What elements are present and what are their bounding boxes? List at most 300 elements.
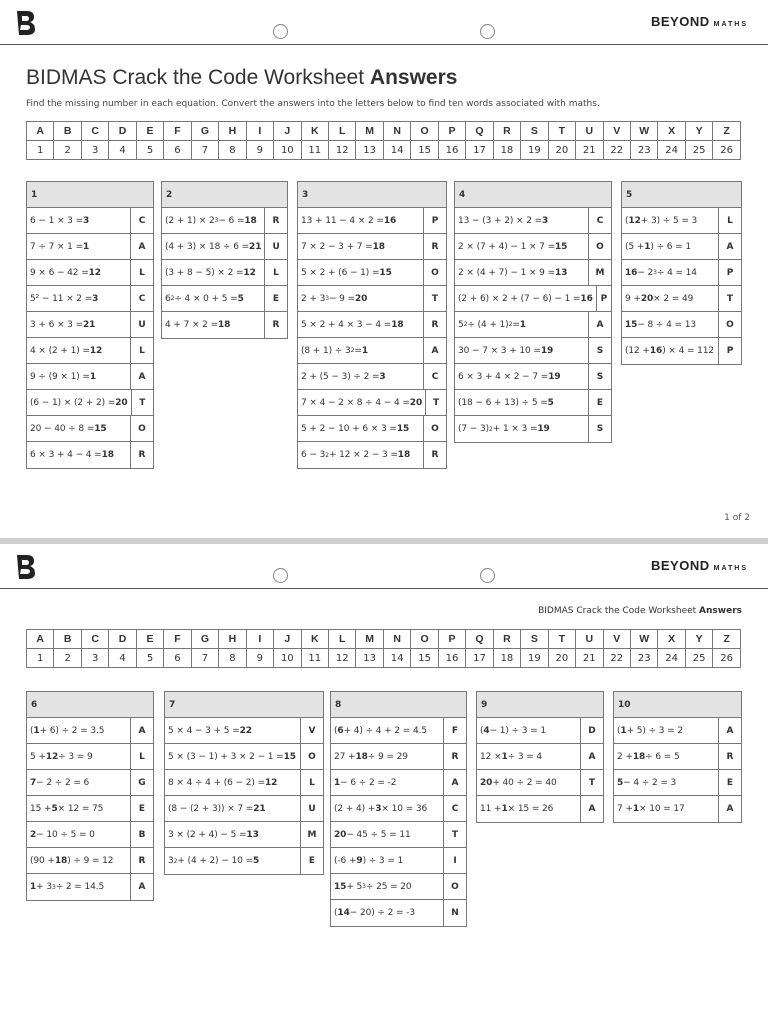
answer-letter: E xyxy=(300,848,323,874)
answer-letter: R xyxy=(443,744,466,769)
binder-hole-icon xyxy=(480,24,495,39)
code-number-cell: 15 xyxy=(411,141,438,160)
equation-row xyxy=(27,874,153,900)
answer-letter: V xyxy=(300,718,323,743)
equation-row xyxy=(27,364,153,390)
code-number-cell: 10 xyxy=(274,649,301,668)
answer-letter: I xyxy=(443,848,466,873)
code-letter-cell: P xyxy=(438,122,465,141)
equation-row xyxy=(298,442,446,468)
header-divider xyxy=(0,44,768,45)
code-number-cell: 12 xyxy=(328,649,355,668)
equation-text: 2 − 10 ÷ 5 = 0 xyxy=(30,829,95,840)
equation-text: 5 + 12 ÷ 3 = 9 xyxy=(30,751,93,762)
equation-row xyxy=(162,260,287,286)
equation-row xyxy=(622,234,741,260)
code-letter-cell: Y xyxy=(685,630,712,649)
equation-text: 1 − 6 ÷ 2 = -2 xyxy=(334,777,397,788)
equation-row xyxy=(165,718,323,744)
equation-text: (2 + 4) + 3 × 10 = 36 xyxy=(334,803,428,814)
equation-text: 13 − (3 + 2) × 2 = 3 xyxy=(458,215,549,226)
equation-row xyxy=(298,286,446,312)
code-key-table xyxy=(26,121,741,160)
equation-row xyxy=(27,208,153,234)
code-letter-cell: M xyxy=(356,630,383,649)
equation-row xyxy=(162,234,287,260)
code-number-cell: 12 xyxy=(328,141,355,160)
answer-letter: L xyxy=(130,338,153,363)
code-number-cell: 5 xyxy=(136,141,163,160)
equation-row xyxy=(477,718,603,744)
equation-row xyxy=(298,312,446,338)
page-subtitle: BIDMAS Crack the Code Worksheet Answers xyxy=(538,606,742,616)
answer-letter: O xyxy=(300,744,323,769)
block-number: 9 xyxy=(477,692,603,718)
answer-letter: R xyxy=(423,442,446,468)
code-letter-cell: A xyxy=(27,122,54,141)
equation-row xyxy=(298,416,446,442)
equation-row xyxy=(614,718,741,744)
code-number-cell: 16 xyxy=(438,141,465,160)
answer-letter: P xyxy=(596,286,611,311)
code-number-cell: 13 xyxy=(356,141,383,160)
code-letter-cell: B xyxy=(54,122,81,141)
equation-row xyxy=(27,442,153,468)
answer-letter: L xyxy=(264,260,287,285)
equation-row xyxy=(331,718,466,744)
equation-row xyxy=(614,796,741,822)
equation-text: 15 + 5 3 ÷ 25 = 20 xyxy=(334,881,412,892)
equation-text: 1 + 3 3 ÷ 2 = 14.5 xyxy=(30,882,105,892)
code-letter-cell: R xyxy=(493,122,520,141)
equation-row xyxy=(27,260,153,286)
code-letter-cell: K xyxy=(301,122,328,141)
code-number-cell: 22 xyxy=(603,649,630,668)
code-letter-cell: W xyxy=(630,122,657,141)
equation-text: 7 × 2 − 3 + 7 = 18 xyxy=(301,241,385,252)
binder-hole-icon xyxy=(273,568,288,583)
equation-row xyxy=(614,770,741,796)
equation-row xyxy=(455,260,611,286)
code-letter-cell: N xyxy=(383,122,410,141)
equation-text: 20 − 40 ÷ 8 = 15 xyxy=(30,423,107,434)
code-number-cell: 7 xyxy=(191,141,218,160)
brand-logo-text: BEYOND MATHS xyxy=(651,558,748,573)
equation-row xyxy=(622,286,741,312)
code-letter-cell: T xyxy=(548,122,575,141)
code-letter-cell: Q xyxy=(466,122,493,141)
equation-text: 6 × 3 + 4 − 4 = 18 xyxy=(30,450,114,460)
code-number-cell: 2 xyxy=(54,141,81,160)
answer-letter: U xyxy=(300,796,323,821)
answer-letter: U xyxy=(130,312,153,337)
equation-text: 5 × (3 − 1) + 3 × 2 − 1 = 15 xyxy=(168,751,296,762)
equation-text: 5 2 ÷ (4 + 1) 2 = 1 xyxy=(458,319,526,330)
equation-text: 5 × 2 + 4 × 3 − 4 = 18 xyxy=(301,319,404,330)
answer-letter: A xyxy=(130,718,153,743)
equation-text: 27 + 18 ÷ 9 = 29 xyxy=(334,751,408,762)
code-number-cell: 23 xyxy=(630,649,657,668)
code-number-cell: 20 xyxy=(548,141,575,160)
code-letter-cell: Y xyxy=(685,122,712,141)
block-number: 3 xyxy=(298,182,446,208)
answer-letter: P xyxy=(718,260,741,285)
equation-text: (8 − (2 + 3)) × 7 = 21 xyxy=(168,803,266,814)
equation-text: ( 1 + 6) ÷ 2 = 3.5 xyxy=(30,725,105,736)
answer-letter: T xyxy=(443,822,466,847)
equation-text: 9 × 6 − 42 = 12 xyxy=(30,267,101,278)
equation-text: 5 + 2 − 10 + 6 × 3 = 15 xyxy=(301,423,410,434)
code-letter-cell: T xyxy=(548,630,575,649)
block-number: 4 xyxy=(455,182,611,208)
code-number-cell: 18 xyxy=(493,141,520,160)
block-number: 6 xyxy=(27,692,153,718)
answer-letter: C xyxy=(588,208,611,233)
code-number-cell: 14 xyxy=(383,649,410,668)
code-letter-cell: L xyxy=(328,122,355,141)
code-letter-cell: I xyxy=(246,630,273,649)
equation-text: 5 − 4 ÷ 2 = 3 xyxy=(617,777,677,788)
code-letter-cell: P xyxy=(438,630,465,649)
code-number-cell: 23 xyxy=(630,141,657,160)
equation-text: 2 + 18 ÷ 6 = 5 xyxy=(617,751,680,762)
page-title: BIDMAS Crack the Code Worksheet Answers xyxy=(26,66,458,89)
answer-letter: O xyxy=(423,416,446,441)
answer-letter: T xyxy=(580,770,603,795)
equation-text: (7 − 3) 2 + 1 × 3 = 19 xyxy=(458,424,550,434)
answer-letter: S xyxy=(588,364,611,389)
equation-text: 6 × 3 + 4 × 2 − 7 = 19 xyxy=(458,371,561,382)
equation-row xyxy=(477,770,603,796)
equation-text: 5 × 2 + (6 − 1) = 15 xyxy=(301,267,392,278)
code-number-cell: 25 xyxy=(685,141,712,160)
code-number-cell: 4 xyxy=(109,649,136,668)
code-letter-cell: K xyxy=(301,630,328,649)
equation-row xyxy=(27,390,153,416)
code-number-cell: 26 xyxy=(713,141,741,160)
question-block-4 xyxy=(454,181,612,443)
equation-text: ( 4 − 1) ÷ 3 = 1 xyxy=(480,725,547,736)
code-number-cell: 24 xyxy=(658,141,685,160)
equation-row xyxy=(331,796,466,822)
code-letter-cell: R xyxy=(493,630,520,649)
code-number-cell: 9 xyxy=(246,141,273,160)
question-block-1 xyxy=(26,181,154,469)
block-number: 2 xyxy=(162,182,287,208)
answer-letter: E xyxy=(130,796,153,821)
code-number-cell: 21 xyxy=(576,141,603,160)
equation-row xyxy=(162,286,287,312)
equation-row xyxy=(27,416,153,442)
equation-row xyxy=(455,312,611,338)
code-letter-cell: V xyxy=(603,630,630,649)
equation-text: 3 2 + (4 + 2) − 10 = 5 xyxy=(168,856,260,866)
code-letters-row xyxy=(27,630,741,649)
beyond-logo-icon xyxy=(14,554,36,580)
code-letter-cell: A xyxy=(27,630,54,649)
answer-letter: R xyxy=(264,208,287,233)
answer-letter: T xyxy=(131,390,153,415)
answer-letter: A xyxy=(718,718,741,743)
code-letter-cell: N xyxy=(383,630,410,649)
worksheet-page-2 xyxy=(0,544,768,1024)
question-block-6 xyxy=(26,691,154,901)
equation-text: 7 + 1 × 10 = 17 xyxy=(617,804,685,814)
question-block-8 xyxy=(330,691,467,927)
equation-text: 13 + 11 − 4 × 2 = 16 xyxy=(301,215,397,226)
code-number-cell: 19 xyxy=(521,649,548,668)
equation-text: 5 × 4 − 3 + 5 = 22 xyxy=(168,725,252,736)
code-numbers-row xyxy=(27,141,741,160)
answer-letter: T xyxy=(423,286,446,311)
code-letter-cell: S xyxy=(521,122,548,141)
equation-text: 2 × (4 + 7) − 1 × 9 = 13 xyxy=(458,267,568,278)
answer-letter: O xyxy=(718,312,741,337)
answer-letter: A xyxy=(423,338,446,363)
answer-letter: B xyxy=(130,822,153,847)
answer-letter: R xyxy=(130,848,153,873)
answer-letter: S xyxy=(588,416,611,442)
equation-row xyxy=(162,312,287,338)
equation-text: 4 × (2 + 1) = 12 xyxy=(30,345,103,356)
code-number-cell: 11 xyxy=(301,649,328,668)
equation-row xyxy=(477,796,603,822)
equation-text: 9 ÷ (9 × 1) = 1 xyxy=(30,371,96,382)
code-number-cell: 14 xyxy=(383,141,410,160)
equation-row xyxy=(455,208,611,234)
code-number-cell: 6 xyxy=(164,649,191,668)
equation-row xyxy=(27,286,153,312)
answer-letter: R xyxy=(423,312,446,337)
code-number-cell: 4 xyxy=(109,141,136,160)
code-letter-cell: X xyxy=(658,630,685,649)
equation-row xyxy=(331,744,466,770)
binder-hole-icon xyxy=(480,568,495,583)
code-letter-cell: X xyxy=(658,122,685,141)
code-letter-cell: G xyxy=(191,122,218,141)
answer-letter: E xyxy=(588,390,611,415)
answer-letter: E xyxy=(718,770,741,795)
code-number-cell: 21 xyxy=(576,649,603,668)
code-number-cell: 15 xyxy=(411,649,438,668)
code-letter-cell: Z xyxy=(713,122,741,141)
answer-letter: O xyxy=(130,416,153,441)
code-letter-cell: E xyxy=(136,122,163,141)
code-number-cell: 16 xyxy=(438,649,465,668)
equation-row xyxy=(27,770,153,796)
answer-letter: A xyxy=(580,796,603,822)
answer-letter: A xyxy=(580,744,603,769)
code-number-cell: 7 xyxy=(191,649,218,668)
code-number-cell: 25 xyxy=(685,649,712,668)
code-letter-cell: U xyxy=(576,630,603,649)
block-number: 1 xyxy=(27,182,153,208)
code-letter-cell: O xyxy=(411,630,438,649)
equation-row xyxy=(162,208,287,234)
equation-text: 7 ÷ 7 × 1 = 1 xyxy=(30,241,90,252)
equation-text: 3 × (2 + 4) − 5 = 13 xyxy=(168,829,259,840)
equation-text: 7 × 4 − 2 × 8 ÷ 4 − 4 = 20 xyxy=(301,397,423,408)
equation-row xyxy=(27,744,153,770)
answer-letter: R xyxy=(264,312,287,338)
equation-row xyxy=(622,312,741,338)
question-block-2 xyxy=(161,181,288,339)
answer-letter: E xyxy=(264,286,287,311)
block-number: 5 xyxy=(622,182,741,208)
equation-text: 15 − 8 ÷ 4 = 13 xyxy=(625,319,696,330)
code-number-cell: 19 xyxy=(521,141,548,160)
equation-row xyxy=(27,796,153,822)
code-letter-cell: F xyxy=(164,630,191,649)
code-letter-cell: Z xyxy=(713,630,741,649)
code-number-cell: 18 xyxy=(493,649,520,668)
answer-letter: U xyxy=(264,234,287,259)
code-number-cell: 3 xyxy=(81,649,108,668)
code-letter-cell: L xyxy=(328,630,355,649)
equation-row xyxy=(165,822,323,848)
code-letter-cell: Q xyxy=(466,630,493,649)
block-number: 8 xyxy=(331,692,466,718)
equation-text: 2 + 3 3 − 9 = 20 xyxy=(301,293,368,304)
brand-logo-text: BEYOND MATHS xyxy=(651,14,748,29)
answer-letter: O xyxy=(588,234,611,259)
equation-row xyxy=(27,312,153,338)
equation-text: ( 1 + 5) ÷ 3 = 2 xyxy=(617,725,684,736)
code-letter-cell: D xyxy=(109,630,136,649)
code-letter-cell: C xyxy=(81,630,108,649)
equation-row xyxy=(27,822,153,848)
code-letter-cell: E xyxy=(136,630,163,649)
equation-text: 2 × (7 + 4) − 1 × 7 = 15 xyxy=(458,241,568,252)
equation-row xyxy=(331,770,466,796)
code-number-cell: 8 xyxy=(219,141,246,160)
code-number-cell: 1 xyxy=(27,649,54,668)
question-block-3 xyxy=(297,181,447,469)
answer-letter: P xyxy=(423,208,446,233)
answer-letter: L xyxy=(130,744,153,769)
code-key-table xyxy=(26,629,741,668)
code-letter-cell: B xyxy=(54,630,81,649)
equation-text: ( 14 − 20) ÷ 2 = -3 xyxy=(334,908,415,918)
equation-text: 30 − 7 × 3 + 10 = 19 xyxy=(458,345,554,356)
equation-text: 6 2 ÷ 4 × 0 + 5 = 5 xyxy=(165,293,244,304)
equation-text: ( 12 + 3) ÷ 5 = 3 xyxy=(625,215,698,226)
equation-text: (6 − 1) × (2 + 2) = 20 xyxy=(30,397,128,408)
binder-hole-icon xyxy=(273,24,288,39)
answer-letter: M xyxy=(300,822,323,847)
equation-text: (18 − 6 + 13) ÷ 5 = 5 xyxy=(458,397,554,408)
answer-letter: T xyxy=(718,286,741,311)
code-letter-cell: W xyxy=(630,630,657,649)
equation-row xyxy=(622,208,741,234)
equation-row xyxy=(455,234,611,260)
code-letter-cell: H xyxy=(219,630,246,649)
answer-letter: R xyxy=(718,744,741,769)
header-divider xyxy=(0,588,768,589)
equation-row xyxy=(27,848,153,874)
instructions: Find the missing number in each equation. Convert the answers into the letters below to find ten words associated with maths. xyxy=(26,99,600,109)
question-block-5 xyxy=(621,181,742,365)
equation-text: (90 + 18 ) ÷ 9 = 12 xyxy=(30,855,114,866)
code-number-cell: 24 xyxy=(658,649,685,668)
answer-letter: T xyxy=(425,390,446,415)
answer-letter: A xyxy=(718,234,741,259)
answer-letter: C xyxy=(443,796,466,821)
answer-letter: L xyxy=(130,260,153,285)
code-number-cell: 5 xyxy=(136,649,163,668)
code-number-cell: 9 xyxy=(246,649,273,668)
code-number-cell: 1 xyxy=(27,141,54,160)
equation-row xyxy=(455,338,611,364)
equation-row xyxy=(298,338,446,364)
code-numbers-row xyxy=(27,649,741,668)
equation-text: 7 − 2 ÷ 2 = 6 xyxy=(30,777,90,788)
equation-text: 4 + 7 × 2 = 18 xyxy=(165,320,231,330)
code-number-cell: 20 xyxy=(548,649,575,668)
equation-row xyxy=(622,338,741,364)
equation-row xyxy=(298,364,446,390)
equation-row xyxy=(331,900,466,926)
equation-row xyxy=(165,848,323,874)
code-number-cell: 3 xyxy=(81,141,108,160)
equation-text: 12 × 1 ÷ 3 = 4 xyxy=(480,751,543,762)
equation-text: 16 − 2 3 ÷ 4 = 14 xyxy=(625,267,697,278)
answer-letter: R xyxy=(423,234,446,259)
answer-letter: G xyxy=(130,770,153,795)
code-letter-cell: U xyxy=(576,122,603,141)
equation-text: 5² − 11 × 2 = 3 xyxy=(30,293,99,304)
page-number: 1 of 2 xyxy=(724,513,750,523)
equation-row xyxy=(455,416,611,442)
code-number-cell: 2 xyxy=(54,649,81,668)
code-letter-cell: S xyxy=(521,630,548,649)
code-number-cell: 26 xyxy=(713,649,741,668)
equation-row xyxy=(298,234,446,260)
answer-letter: C xyxy=(423,364,446,389)
equation-row xyxy=(331,848,466,874)
answer-letter: C xyxy=(130,208,153,233)
equation-text: 9 + 20 × 2 = 49 xyxy=(625,293,694,304)
equation-text: (-6 + 9 ) ÷ 3 = 1 xyxy=(334,855,404,866)
answer-letter: N xyxy=(443,900,466,926)
equation-text: 3 + 6 × 3 = 21 xyxy=(30,319,96,330)
code-letters-row xyxy=(27,122,741,141)
code-number-cell: 17 xyxy=(466,141,493,160)
answer-letter: A xyxy=(130,364,153,389)
equation-row xyxy=(455,390,611,416)
answer-letter: O xyxy=(443,874,466,899)
answer-letter: S xyxy=(588,338,611,363)
answer-letter: A xyxy=(443,770,466,795)
equation-row xyxy=(455,286,611,312)
answer-letter: O xyxy=(423,260,446,285)
answer-letter: M xyxy=(588,260,611,285)
equation-row xyxy=(165,744,323,770)
block-number: 7 xyxy=(165,692,323,718)
code-letter-cell: J xyxy=(274,122,301,141)
code-letter-cell: H xyxy=(219,122,246,141)
code-letter-cell: O xyxy=(411,122,438,141)
code-number-cell: 11 xyxy=(301,141,328,160)
equation-row xyxy=(27,338,153,364)
code-number-cell: 10 xyxy=(274,141,301,160)
code-letter-cell: V xyxy=(603,122,630,141)
equation-row xyxy=(331,874,466,900)
equation-text: (2 + 6) × 2 + (7 − 6) − 1 = 16 xyxy=(458,293,593,304)
equation-row xyxy=(27,718,153,744)
equation-text: (3 + 8 − 5) × 2 = 12 xyxy=(165,267,256,278)
equation-row xyxy=(165,796,323,822)
